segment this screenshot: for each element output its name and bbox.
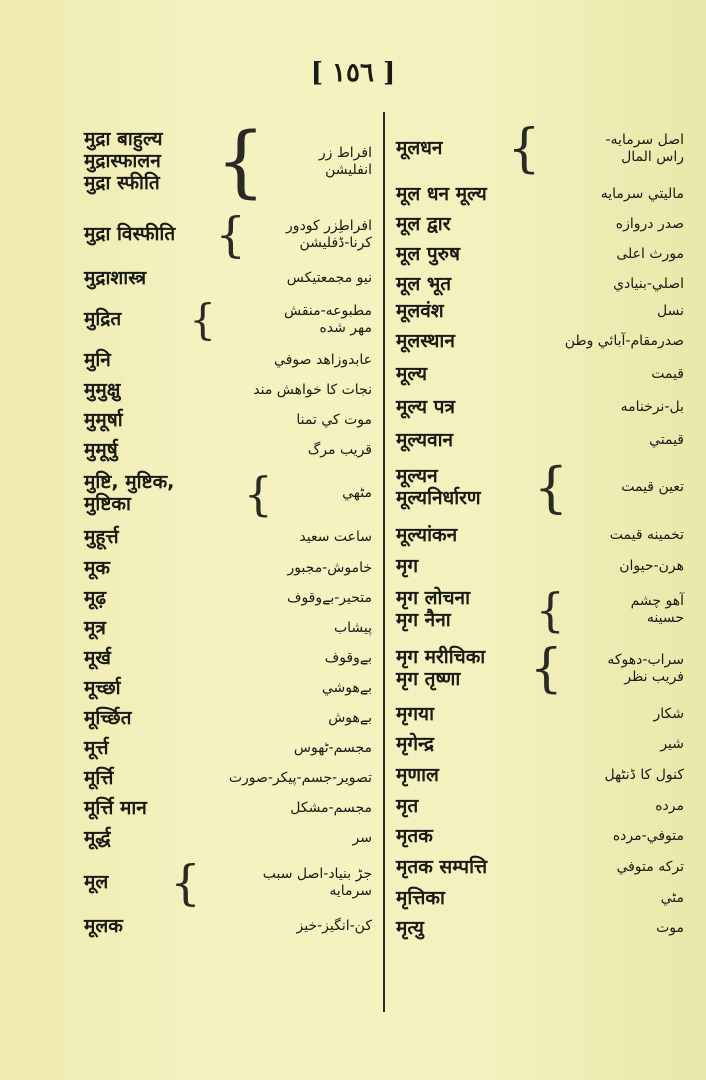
headword-line: मूल्यन: [396, 465, 438, 488]
headword: [84, 768, 113, 790]
dictionary-entry: [80, 912, 376, 942]
dictionary-entry: [392, 792, 688, 822]
headword-line: मृग लोचना: [396, 587, 471, 610]
meaning-line: بےهوش: [328, 710, 372, 727]
dictionary-entry: [80, 824, 376, 854]
headword: [84, 828, 111, 850]
meaning: [619, 558, 684, 576]
headword-line: मुहूर्त्त: [84, 526, 119, 549]
meaning: [322, 680, 372, 698]
meaning-line: تخمينه قيمت: [609, 527, 684, 544]
meaning: [325, 650, 372, 668]
meaning-line: تركه متوفي: [616, 859, 684, 876]
meaning-line: حسينه: [646, 610, 684, 626]
meaning-line: ساعت سعيد: [299, 529, 372, 546]
dictionary-entry: [80, 376, 376, 406]
dictionary-entry: [392, 240, 688, 270]
headword-line: मुद्राशास्त्र: [84, 267, 147, 290]
headword-line: मृग नैना: [396, 609, 451, 631]
headword: [396, 588, 470, 632]
dictionary-entry: [80, 206, 376, 264]
meaning-line: موت كي تمنا: [296, 412, 372, 429]
headword-line: मूलस्थान: [396, 330, 455, 353]
meaning-line: مٹهي: [342, 485, 372, 502]
dictionary-entry: [392, 730, 688, 760]
dictionary-entry: [392, 884, 688, 914]
meaning-line: مطبوعه-منقش: [283, 302, 372, 319]
meaning-line: مهر شده: [319, 320, 372, 336]
grouping-brace: {: [170, 855, 201, 911]
meaning-line: متوفي-مرده: [612, 828, 684, 845]
meaning-line: صدرمقام-آبائي وطن: [564, 333, 684, 350]
dictionary-entry: [80, 406, 376, 436]
meaning: [631, 593, 684, 628]
meaning-line: موت: [656, 920, 684, 937]
headword-line: मूलधन: [396, 137, 443, 160]
headword-line: मूर्त्ति: [84, 767, 114, 790]
headword-line: मूल्यनिर्धारण: [396, 487, 481, 509]
headword-line: मूल पुरुष: [396, 243, 460, 266]
meaning: [660, 736, 684, 754]
headword: [84, 350, 111, 372]
meaning: [290, 800, 372, 818]
grouping-brace: {: [189, 295, 216, 344]
meaning: [274, 352, 372, 370]
headword-line: मूलक: [84, 915, 123, 938]
headword-line: मृत्यु: [396, 917, 424, 940]
dictionary-entry: [392, 456, 688, 520]
meaning-line: راس المال: [621, 149, 684, 165]
meaning: [287, 270, 372, 288]
meaning: [296, 412, 372, 430]
left-column: [80, 118, 376, 942]
meaning: [287, 590, 372, 608]
headword-line: मृग तृष्णा: [396, 668, 461, 690]
dictionary-entry: [80, 346, 376, 376]
headword: [396, 331, 455, 353]
headword: [84, 224, 175, 246]
grouping-brace: {: [215, 207, 246, 263]
dictionary-entry: [80, 264, 376, 294]
headword-line: मृगेन्द्र: [396, 733, 435, 756]
meaning-line: كنول كا ڈنٹهل: [604, 767, 684, 784]
dictionary-entry: [80, 674, 376, 704]
meaning-line: مجسم-ٹهوس: [293, 740, 372, 757]
headword-line: मूल्य: [396, 363, 428, 386]
headword: [84, 648, 111, 670]
meaning-line: قيمت: [651, 366, 684, 383]
headword-line: मूल्यवान: [396, 429, 454, 452]
meaning-line: صدر دروازه: [615, 216, 684, 233]
meaning-line: كرنا-ڈفليشن: [299, 235, 372, 251]
meaning-line: افراطِزر كودور: [286, 217, 372, 234]
headword-line: मूर्च्छा: [84, 677, 121, 700]
meaning: [334, 620, 372, 638]
grouping-brace: {: [215, 117, 266, 207]
dictionary-entry: [80, 734, 376, 764]
headword: [84, 527, 119, 549]
meaning-line: قريب مرگ: [307, 442, 372, 459]
headword-line: मूर्च्छित: [84, 707, 132, 730]
meaning: [263, 866, 372, 901]
meaning: [286, 218, 372, 253]
headword: [84, 738, 109, 760]
headword-line: मूर्ख: [84, 647, 111, 670]
meaning-line: بےهوشي: [321, 680, 372, 697]
headword-line: मुष्टिका: [84, 493, 131, 515]
dictionary-entry: [80, 118, 376, 206]
headword: [396, 138, 442, 160]
headword-line: मूर्त्ति मान: [84, 797, 147, 820]
headword-line: मूढ़: [84, 587, 107, 610]
meaning-line: مرده: [655, 798, 684, 815]
meaning: [229, 770, 372, 788]
meaning: [284, 303, 372, 338]
headword-line: मूक: [84, 557, 110, 580]
meaning-line: تعين قيمت: [621, 479, 684, 496]
column-divider: [383, 112, 385, 1012]
meaning: [656, 920, 684, 938]
headword-line: मुष्टि, मुष्टिक,: [84, 471, 175, 494]
headword: [84, 129, 163, 195]
headword: [396, 765, 439, 787]
headword: [396, 704, 434, 726]
meaning-line: سرمايه: [329, 883, 372, 899]
meaning-line: عابدوزاهد صوفي: [274, 352, 372, 369]
meaning-line: قيمتي: [649, 432, 684, 449]
headword: [84, 558, 110, 580]
meaning-line: بل-نرخنامه: [620, 399, 684, 416]
meaning-line: خاموش-مجبور: [287, 560, 372, 577]
headword-line: मुमूर्षु: [84, 439, 118, 462]
meaning-line: اصلي-بنيادي: [613, 276, 684, 293]
headword-line: मृगया: [396, 703, 435, 726]
dictionary-entry: [80, 794, 376, 824]
meaning-line: جڑ بنياد-اصل سبب: [262, 865, 372, 882]
meaning: [565, 333, 684, 351]
headword: [84, 588, 106, 610]
headword-line: मुद्रा स्फीति: [84, 171, 160, 194]
dictionary-entry: [392, 914, 688, 944]
headword: [396, 274, 451, 296]
grouping-brace: {: [529, 639, 563, 699]
meaning: [610, 527, 684, 545]
headword: [396, 556, 418, 578]
headword-line: मुद्रा विस्फीति: [84, 223, 176, 246]
headword: [84, 708, 131, 730]
right-column: [392, 118, 688, 944]
meaning-line: كن-انگيز-خيز: [296, 918, 372, 935]
headword: [396, 647, 485, 691]
meaning-line: فريب نظر: [624, 669, 684, 685]
headword: [84, 678, 121, 700]
headword: [84, 309, 121, 331]
meaning-line: اصل سرمايه-: [605, 131, 684, 148]
meaning: [328, 710, 372, 728]
dictionary-entry: [80, 854, 376, 912]
headword: [396, 796, 418, 818]
headword: [396, 734, 434, 756]
dictionary-entry: [80, 614, 376, 644]
headword-line: मुद्रा बाहुल्य: [84, 128, 163, 151]
dictionary-entry: [392, 426, 688, 456]
headword: [396, 888, 445, 910]
headword: [84, 872, 108, 894]
grouping-brace: {: [243, 467, 273, 521]
dictionary-entry: [392, 270, 688, 300]
dictionary-entry: [80, 584, 376, 614]
headword: [84, 268, 146, 290]
headword-line: मृतक: [396, 825, 433, 848]
dictionary-entry: [80, 704, 376, 734]
meaning-line: مجسم-مشكل: [290, 800, 372, 817]
headword-line: मृत: [396, 795, 419, 818]
meaning: [299, 529, 372, 547]
meaning: [342, 485, 372, 503]
dictionary-entry: [392, 700, 688, 730]
headword-line: मूत्र: [84, 617, 106, 640]
meaning-line: ماليتي سرمايه: [600, 186, 684, 203]
headword-line: मूल्यांकन: [396, 524, 458, 547]
meaning: [654, 706, 685, 724]
headword: [396, 857, 487, 879]
meaning-line: سر: [352, 830, 372, 847]
headword: [396, 826, 433, 848]
grouping-brace: {: [535, 583, 565, 637]
meaning-line: نيو مجمعتيكس: [286, 270, 372, 287]
meaning: [616, 246, 684, 264]
dictionary-entry: [392, 822, 688, 852]
meaning-line: مٹي: [660, 890, 684, 907]
headword: [84, 440, 118, 462]
meaning: [601, 186, 684, 204]
headword-line: मूलवंश: [396, 300, 444, 323]
meaning: [651, 366, 684, 384]
meaning: [621, 479, 684, 497]
headword-line: मूल भूत: [396, 273, 452, 296]
meaning-line: شير: [660, 736, 684, 753]
headword-line: मृतक सम्पत्ति: [396, 856, 488, 879]
headword: [396, 466, 481, 510]
meaning: [661, 890, 684, 908]
dictionary-entry: [80, 644, 376, 674]
meaning: [294, 740, 372, 758]
headword: [396, 430, 453, 452]
meaning-line: شكار: [653, 706, 684, 723]
headword-line: मूल द्वार: [396, 213, 451, 236]
dictionary-entry: [392, 552, 688, 582]
headword: [84, 618, 106, 640]
headword: [396, 214, 450, 236]
meaning: [616, 216, 684, 234]
headword-line: मुमूर्षा: [84, 409, 123, 432]
headword-line: मृत्तिका: [396, 887, 445, 910]
dictionary-entry: [392, 360, 688, 390]
headword: [396, 244, 460, 266]
headword-line: मुमुक्षु: [84, 379, 121, 402]
page-number: [ ١٥٦ ]: [310, 58, 396, 88]
meaning-line: سراب-دهوكه: [607, 651, 684, 668]
meaning: [649, 432, 684, 450]
meaning-line: افراط زر: [318, 144, 372, 161]
headword-line: मृग मरीचिका: [396, 646, 486, 669]
headword-line: मुद्रित: [84, 308, 122, 331]
meaning: [607, 652, 684, 687]
meaning: [308, 442, 372, 460]
meaning: [353, 830, 372, 848]
headword-line: मूर्त्त: [84, 737, 109, 760]
headword: [396, 397, 455, 419]
dictionary-entry: [392, 638, 688, 700]
dictionary-entry: [392, 852, 688, 884]
meaning: [605, 132, 684, 167]
headword-line: मूल धन मूल्य: [396, 183, 487, 206]
dictionary-entry: [392, 180, 688, 210]
meaning-line: مورث اعلى: [616, 246, 684, 263]
headword-line: मृग: [396, 555, 419, 578]
headword-line: मूर्द्ध: [84, 827, 111, 850]
dictionary-entry: [80, 522, 376, 554]
headword: [396, 184, 487, 206]
dictionary-entry: [392, 210, 688, 240]
headword: [396, 525, 457, 547]
meaning: [621, 399, 684, 417]
dictionary-entry: [80, 466, 376, 522]
meaning: [319, 145, 372, 180]
dictionary-entry: [392, 520, 688, 552]
headword: [84, 916, 123, 938]
dictionary-entry: [80, 294, 376, 346]
meaning-line: متحير-بےوقوف: [286, 590, 372, 607]
meaning: [655, 798, 684, 816]
headword: [396, 364, 427, 386]
meaning: [616, 859, 684, 877]
dictionary-entry: [392, 390, 688, 426]
grouping-brace: {: [507, 119, 541, 179]
dictionary-entry: [80, 436, 376, 466]
meaning: [287, 560, 372, 578]
meaning-line: نجات كا خواهش مند: [253, 382, 372, 399]
meaning-line: آهو چشم: [630, 592, 684, 609]
dictionary-entry: [392, 582, 688, 638]
meaning: [604, 767, 684, 785]
meaning: [613, 276, 684, 294]
dictionary-entry: [392, 118, 688, 180]
headword-line: मूल्य पत्र: [396, 396, 455, 419]
meaning: [613, 828, 684, 846]
meaning: [253, 382, 372, 400]
headword: [84, 410, 123, 432]
meaning-line: نسل: [657, 303, 684, 320]
dictionary-entry: [392, 324, 688, 360]
meaning-line: بےوقوف: [324, 650, 372, 667]
dictionary-entry: [80, 764, 376, 794]
meaning-line: تصوير-جسم-پيكر-صورت: [228, 770, 372, 787]
headword-line: मृणाल: [396, 764, 439, 787]
headword: [84, 472, 174, 516]
headword-line: मुद्रास्फालन: [84, 150, 161, 173]
meaning-line: انفليشن: [325, 162, 372, 178]
headword: [396, 301, 444, 323]
headword: [396, 918, 424, 940]
dictionary-entry: [80, 554, 376, 584]
dictionary-entry: [392, 300, 688, 324]
meaning: [657, 303, 684, 321]
headword: [84, 380, 120, 402]
headword-line: मुनि: [84, 349, 111, 372]
headword-line: मूल: [84, 871, 109, 894]
grouping-brace: {: [533, 456, 569, 519]
meaning-line: هرن-حيوان: [619, 558, 684, 575]
dictionary-entry: [392, 760, 688, 792]
meaning-line: پيشاب: [333, 620, 372, 637]
headword: [84, 798, 147, 820]
meaning: [297, 918, 373, 936]
